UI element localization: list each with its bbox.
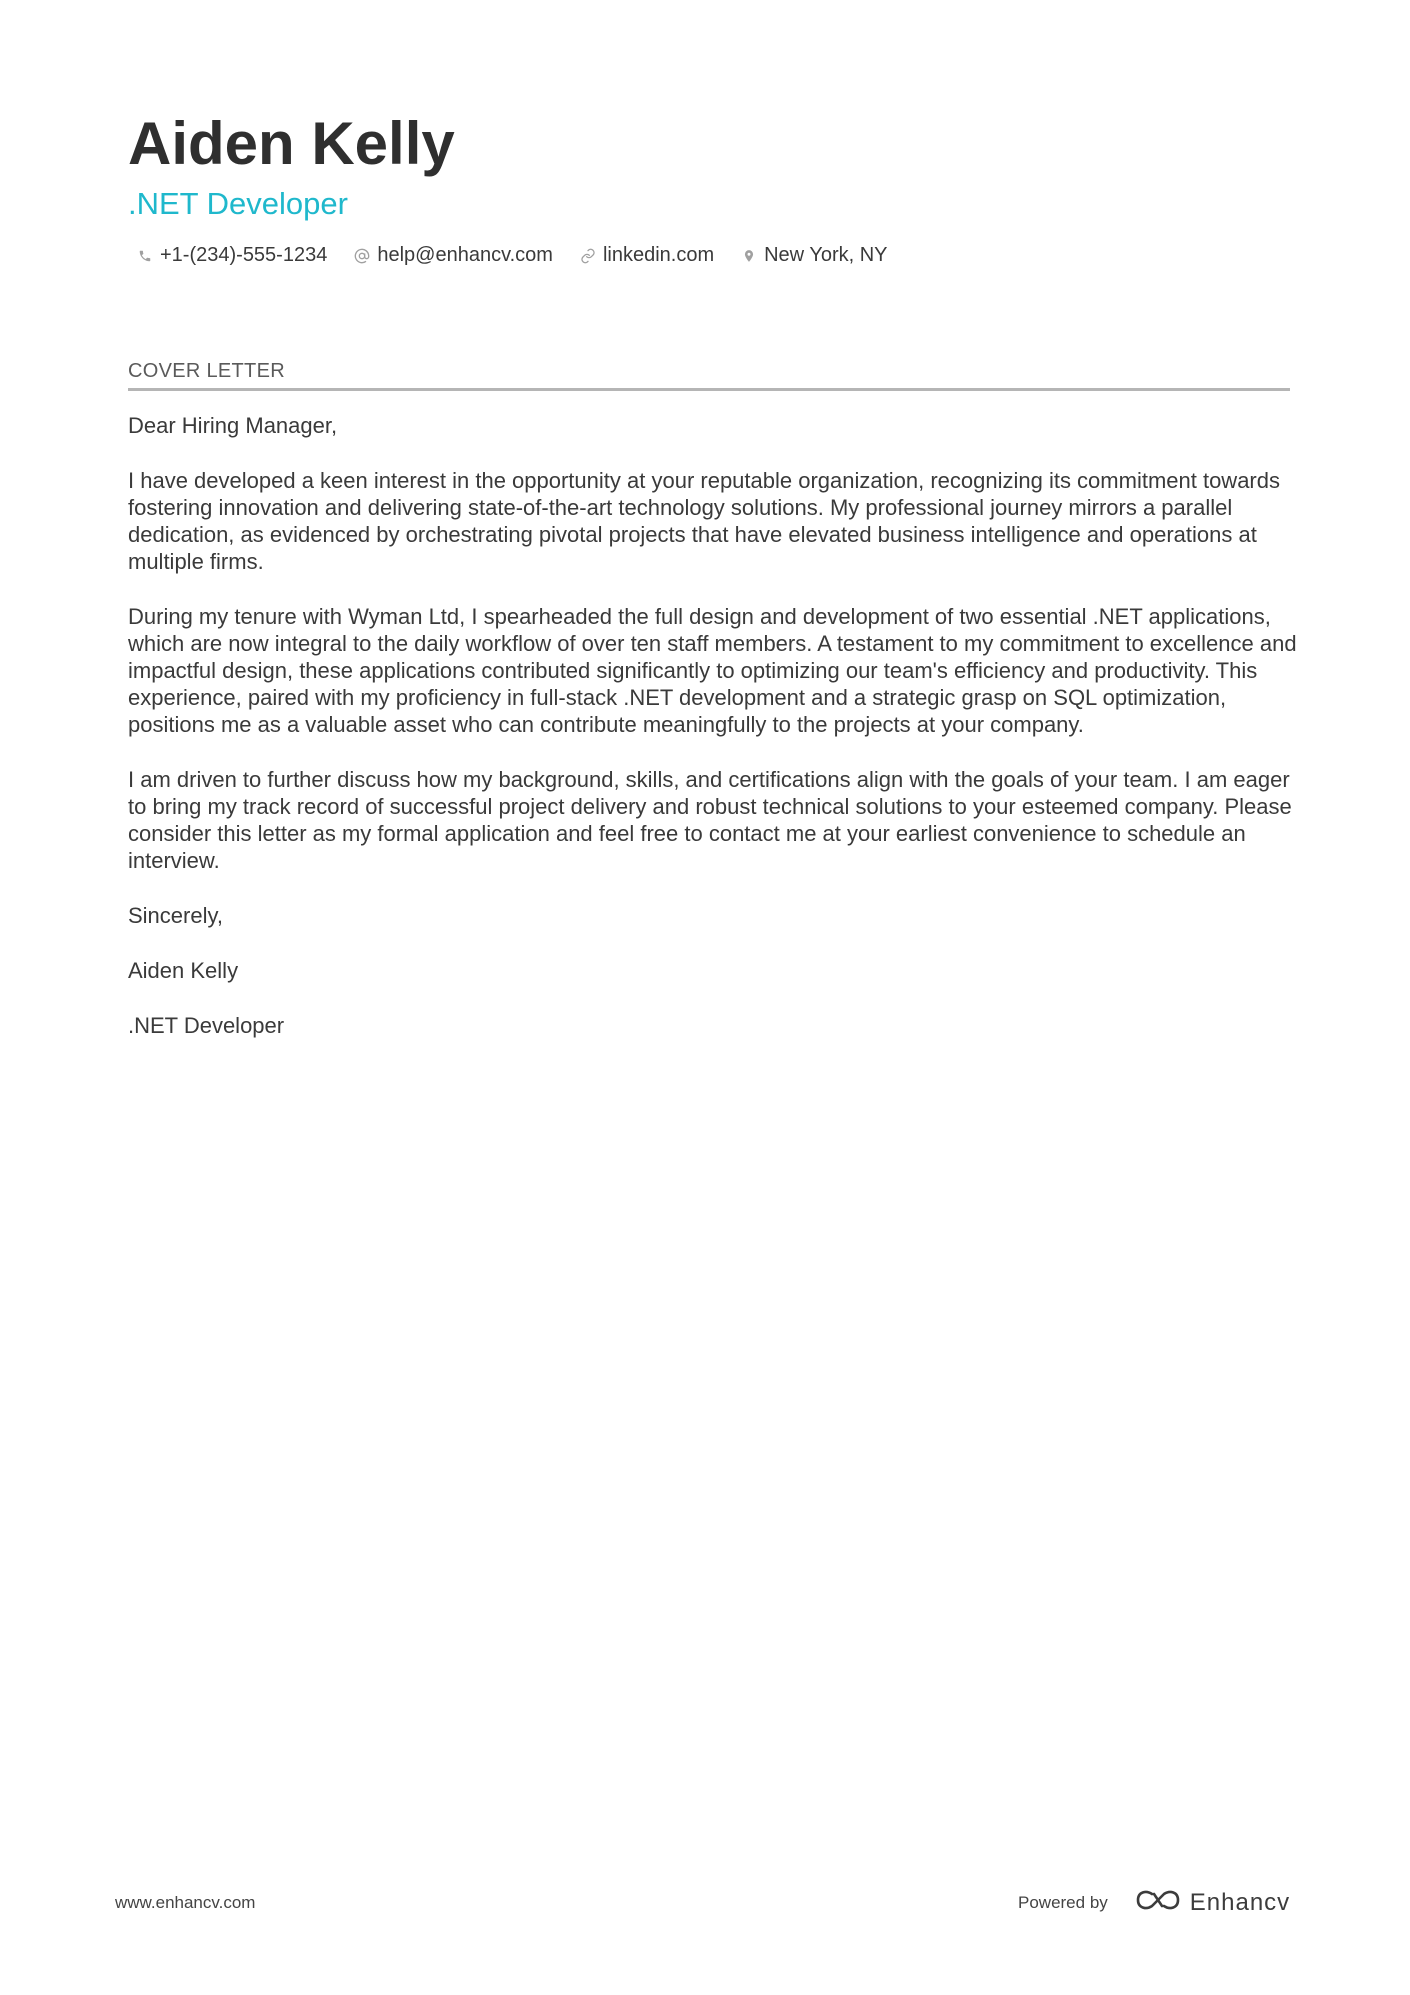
footer-url[interactable]: www.enhancv.com — [115, 1893, 256, 1912]
candidate-role: .NET Developer — [128, 186, 348, 221]
greeting: Dear Hiring Manager, — [128, 413, 338, 438]
paragraph: I am driven to further discuss how my background, skills, and certifications align with the goals of your team. I am eager to bring my track record of successful project delivery and robust technical solutions to your esteemed company. Please consider this letter as my formal application and feel free to contact me at your earliest convenience to schedule an interview. — [128, 767, 1292, 873]
phone-icon — [136, 247, 154, 265]
contact-phone — [136, 244, 327, 267]
paragraph: During my tenure with Wyman Ltd, I spearheaded the full design and development of two essential .NET applications, which are now integral to the daily workflow of over ten staff members. A testament to my commitment to excellence and impactful design, these applications contributed significantly to optimizing our team's efficiency and productivity. This experience, paired with my proficiency in full-stack .NET development and a strategic grasp on SQL optimization, positions me as a valuable asset who can contribute meaningfully to the projects at your company. — [128, 604, 1297, 737]
map-pin-icon — [740, 247, 758, 265]
candidate-name: Aiden Kelly — [128, 110, 455, 177]
phone-text: +1-(234)-555-1234 — [160, 244, 328, 266]
link-icon — [579, 247, 597, 265]
letter-body — [128, 412, 1298, 1067]
email-text[interactable]: help@enhancv.com — [377, 244, 553, 266]
brand[interactable] — [1134, 1888, 1290, 1917]
brand-name: Enhancv — [1189, 1888, 1291, 1916]
powered-by-label: Powered by — [1018, 1892, 1108, 1912]
contact-link[interactable] — [579, 244, 714, 267]
contact-list — [136, 244, 1288, 267]
paragraph: I have developed a keen interest in the opportunity at your reputable organization, recognizing its commitment towards fostering innovation and delivering state-of-the-art technology solutions. My professional journey mirrors a parallel dedication, as evidenced by orchestrating pivotal projects that have elevated business intelligence and operations at multiple firms. — [128, 468, 1280, 574]
link-text[interactable]: linkedin.com — [602, 244, 715, 266]
closing: Sincerely, — [128, 903, 223, 928]
at-sign-icon — [353, 247, 371, 265]
header — [128, 108, 1288, 267]
signature-title: .NET Developer — [128, 1013, 285, 1038]
enhancv-logo-icon — [1134, 1888, 1182, 1917]
signature-name: Aiden Kelly — [128, 958, 239, 983]
contact-email[interactable] — [353, 244, 553, 267]
section-title: COVER LETTER — [128, 360, 1290, 391]
powered-by[interactable] — [1018, 1888, 1290, 1917]
location-text: New York, NY — [764, 244, 888, 266]
contact-location — [740, 244, 887, 267]
